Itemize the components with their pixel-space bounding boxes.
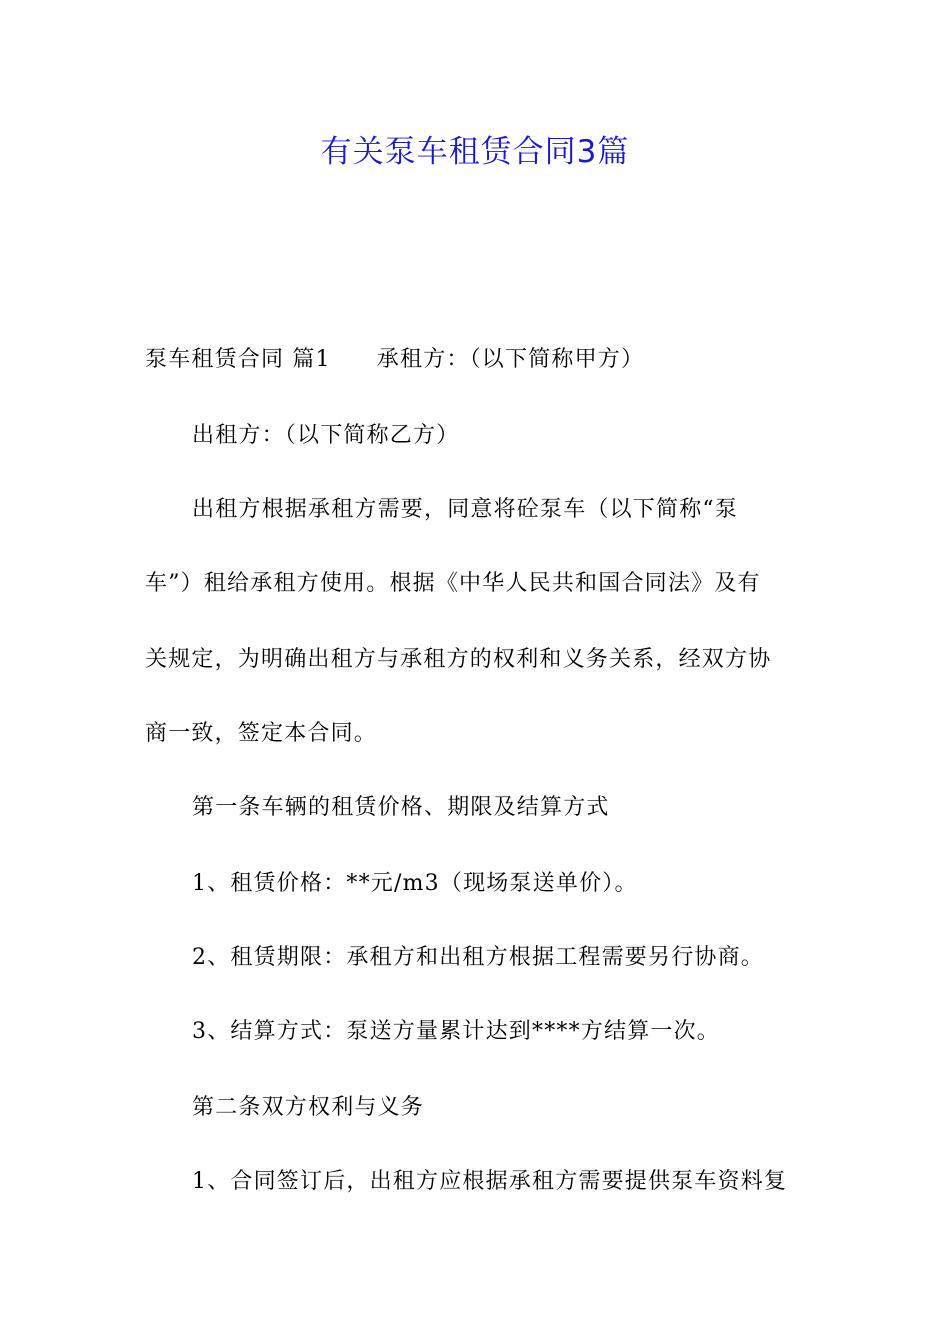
list-item: 2、租赁期限：承租方和出租方根据工程需要另行协商。 (192, 945, 764, 970)
section-label: 泵车租赁合同 篇1 (145, 347, 331, 372)
article-heading: 第一条车辆的租赁价格、期限及结算方式 (192, 795, 610, 820)
paragraph-line: 出租方根据承租方需要，同意将砼泵车（以下简称“泵 (192, 497, 739, 522)
paragraph-line: 关规定，为明确出租方与承租方的权利和义务关系，经双方协 (145, 647, 772, 672)
lessor-line: 出租方：（以下简称乙方） (192, 423, 460, 448)
article-heading: 第二条双方权利与义务 (192, 1095, 425, 1120)
lessee-line: 承租方：（以下简称甲方） (376, 347, 645, 372)
list-item: 1、合同签订后，出租方应根据承租方需要提供泵车资料复 (192, 1169, 788, 1194)
heading-line (145, 340, 815, 380)
paragraph-line: 商一致，签定本合同。 (145, 721, 378, 746)
paragraph-line: 车”）租给承租方使用。根据《中华人民共和国合同法》及有 (145, 571, 761, 596)
list-item: 1、租赁价格：**元/m3（现场泵送单价）。 (192, 871, 638, 896)
list-item: 3、结算方式：泵送方量累计达到****方结算一次。 (192, 1019, 720, 1044)
document-title: 有关泵车租赁合同3篇 (320, 134, 630, 170)
